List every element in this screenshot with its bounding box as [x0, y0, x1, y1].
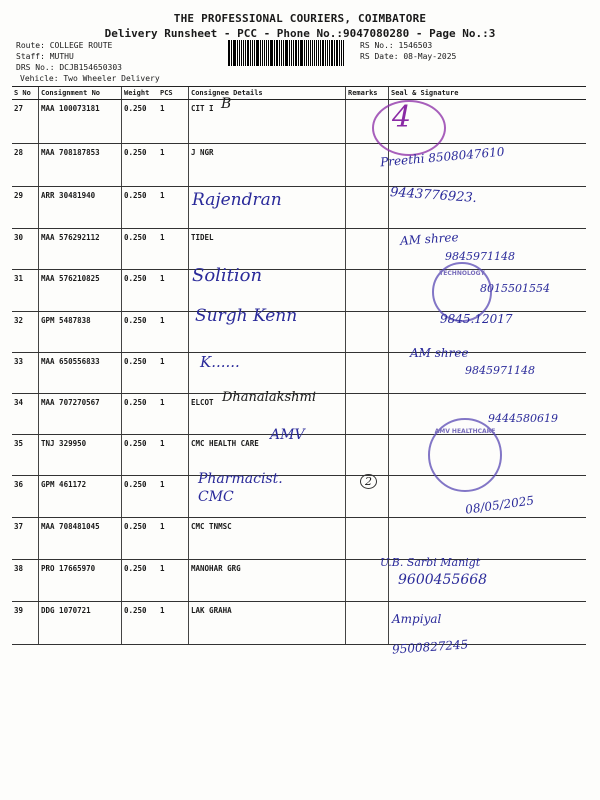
barcode-bar [228, 40, 230, 66]
barcode-bar [343, 40, 344, 66]
cell-weight: 0.250 [122, 270, 159, 312]
hand-row27-b: B [221, 96, 232, 112]
hand-row33-name: K...... [200, 353, 240, 371]
barcode-bar [245, 40, 246, 66]
rs-date: RS Date: 08-May-2025 [360, 52, 457, 61]
cell-consignee: ELCOT [189, 394, 346, 435]
cell-consignee: LAK GRAHA [189, 602, 346, 645]
barcode-bar [289, 40, 290, 66]
cell-weight: 0.250 [122, 100, 159, 144]
barcode-bar [339, 40, 340, 66]
barcode-bar [250, 40, 251, 66]
hand-row30-phone: 9845971148 [445, 250, 515, 263]
hand-row36-date: 08/05/2025 [464, 493, 535, 517]
cell-sno: 39 [12, 602, 39, 645]
barcode-bar [276, 40, 278, 66]
cell-sno: 37 [12, 518, 39, 560]
hand-row33-signature: AM shree [410, 346, 469, 360]
barcode-bar [254, 40, 255, 66]
cell-weight: 0.250 [122, 312, 159, 353]
barcode-bar [306, 40, 307, 66]
barcode-bar [285, 40, 288, 66]
hand-row39-phone: 9500827245 [391, 637, 469, 657]
cell-pcs: 1 [158, 435, 189, 476]
table-row [12, 187, 586, 229]
barcode-bar [300, 40, 303, 66]
cell-weight: 0.250 [122, 144, 159, 187]
cell-pcs: 1 [158, 602, 189, 645]
document-subtitle: Delivery Runsheet - PCC - Phone No.:9047080280 - Page No.:3 [104, 27, 496, 40]
cell-pcs: 1 [158, 394, 189, 435]
cell-cno: MAA 708481045 [39, 518, 122, 560]
cell-weight: 0.250 [122, 229, 159, 270]
route-label: Route: COLLEGE ROUTE [16, 41, 113, 50]
hand-row32-name: Surgh Kenn [195, 306, 298, 326]
barcode-bar [331, 40, 333, 66]
hand-row33-phone: 9845971148 [465, 364, 535, 377]
col-pcs: PCS [158, 87, 189, 100]
cell-remarks [346, 602, 389, 645]
barcode-bar [243, 40, 244, 66]
hand-row34-name: Dhanalakshmi [222, 390, 316, 405]
barcode-bar [239, 40, 240, 66]
barcode-bar [241, 40, 242, 66]
cell-sno: 30 [12, 229, 39, 270]
col-consignment: Consignment No [39, 87, 122, 100]
barcode-bar [312, 40, 313, 66]
cell-consignee: TIDEL [189, 229, 346, 270]
barcode [228, 40, 346, 66]
cell-pcs: 1 [158, 476, 189, 518]
hand-row36-two: 2 [360, 474, 377, 489]
cell-consignee: MANOHAR GRG [189, 560, 346, 602]
barcode-bar [252, 40, 253, 66]
barcode-bar [291, 40, 292, 66]
healthcare-stamp-text: AMV HEALTHCARE [434, 428, 496, 435]
cell-sno: 32 [12, 312, 39, 353]
barcode-bar [308, 40, 309, 66]
hand-row29-signature: 9443776923. [389, 184, 478, 207]
hand-row31-phone: 8015501554 [480, 282, 550, 295]
barcode-bar [304, 40, 305, 66]
cell-sno: 34 [12, 394, 39, 435]
col-consignee: Consignee Details [189, 87, 346, 100]
cell-weight: 0.250 [122, 394, 159, 435]
hand-row29-name: Rajendran [192, 190, 282, 210]
barcode-bar [316, 40, 317, 66]
rs-number: RS No.: 1546503 [360, 41, 433, 50]
table-row [12, 518, 586, 560]
barcode-bar [283, 40, 284, 66]
barcode-bar [327, 40, 328, 66]
barcode-bar [298, 40, 299, 66]
table-row [12, 560, 586, 602]
cell-consignee: CMC HEALTH CARE [189, 435, 346, 476]
cell-remarks [346, 187, 389, 229]
cell-cno: MAA 100073181 [39, 100, 122, 144]
hand-row39-signature: Ampiyal [392, 612, 442, 626]
barcode-bar [233, 40, 236, 66]
hand-row38-signature: U.B. Sarbi Manigt [380, 556, 481, 569]
col-signature: Seal & Signature [389, 87, 587, 100]
vehicle-label: Vehicle: Two Wheeler Delivery [20, 74, 160, 83]
cell-sno: 38 [12, 560, 39, 602]
document-title: THE PROFESSIONAL COURIERS, COIMBATORE [173, 12, 427, 25]
cell-remarks [346, 435, 389, 476]
barcode-bar [310, 40, 311, 66]
cell-weight: 0.250 [122, 560, 159, 602]
barcode-bar [295, 40, 297, 66]
cell-cno: MAA 650556833 [39, 353, 122, 394]
barcode-bar [281, 40, 282, 66]
hand-row34-phone: 9444580619 [488, 412, 558, 425]
barcode-bar [314, 40, 315, 66]
cell-pcs: 1 [158, 187, 189, 229]
cell-pcs: 1 [158, 100, 189, 144]
barcode-bar [318, 40, 319, 66]
staff-label: Staff: MUTHU [16, 52, 74, 61]
barcode-bar [266, 40, 267, 66]
barcode-bar [247, 40, 249, 66]
hand-row35-name: AMV [270, 427, 305, 443]
cell-pcs: 1 [158, 560, 189, 602]
hand-row28-signature: Preethi 8508047610 [379, 144, 505, 170]
cell-sno: 33 [12, 353, 39, 394]
col-weight: Weight [122, 87, 159, 100]
hand-row27-four: 4 [392, 100, 412, 135]
cell-sno: 31 [12, 270, 39, 312]
barcode-bar [293, 40, 294, 66]
cell-weight: 0.250 [122, 187, 159, 229]
hand-row30-signature: AM shree [399, 229, 460, 249]
table-row [12, 100, 586, 144]
barcode-bar [336, 40, 338, 66]
col-remarks: Remarks [346, 87, 389, 100]
cell-remarks [346, 229, 389, 270]
cell-sno: 27 [12, 100, 39, 144]
cell-weight: 0.250 [122, 518, 159, 560]
cell-remarks [346, 312, 389, 353]
technology-stamp-text: TECHNOLOGY [439, 270, 485, 277]
table-header-row [12, 87, 586, 100]
barcode-bar [329, 40, 330, 66]
cell-cno: DDG 1070721 [39, 602, 122, 645]
barcode-bar [231, 40, 232, 66]
barcode-bar [270, 40, 273, 66]
barcode-bar [256, 40, 259, 66]
barcode-bar [268, 40, 269, 66]
cell-consignee: J NGR [189, 144, 346, 187]
barcode-bar [320, 40, 321, 66]
healthcare-stamp [428, 418, 502, 492]
hand-row36-name: Pharmacist. CMC [198, 471, 283, 505]
barcode-bar [260, 40, 261, 66]
cell-weight: 0.250 [122, 476, 159, 518]
hand-row32-phone: 9845.12017 [440, 312, 513, 326]
cell-pcs: 1 [158, 144, 189, 187]
cell-remarks [346, 394, 389, 435]
barcode-bar [325, 40, 326, 66]
cell-signature [389, 518, 587, 560]
barcode-bar [237, 40, 238, 66]
barcode-bar [274, 40, 275, 66]
cell-sno: 28 [12, 144, 39, 187]
cell-remarks [346, 518, 389, 560]
cell-sno: 29 [12, 187, 39, 229]
barcode-bar [341, 40, 342, 66]
cell-consignee: CMC TNMSC [189, 518, 346, 560]
drs-label: DRS No.: DCJB154650303 [16, 63, 122, 72]
barcode-bar [322, 40, 324, 66]
cell-cno: GPM 5487838 [39, 312, 122, 353]
cell-remarks [346, 270, 389, 312]
cell-cno: TNJ 329950 [39, 435, 122, 476]
cell-weight: 0.250 [122, 602, 159, 645]
table-row [12, 229, 586, 270]
cell-pcs: 1 [158, 229, 189, 270]
cell-remarks [346, 353, 389, 394]
row27-stamp [372, 100, 446, 156]
col-sno: S No [12, 87, 39, 100]
cell-weight: 0.250 [122, 353, 159, 394]
cell-sno: 36 [12, 476, 39, 518]
barcode-bar [262, 40, 263, 66]
cell-cno: MAA 708187853 [39, 144, 122, 187]
cell-cno: ARR 30481940 [39, 187, 122, 229]
cell-weight: 0.250 [122, 435, 159, 476]
hand-row38-phone: 9600455668 [398, 572, 488, 588]
cell-cno: MAA 576210825 [39, 270, 122, 312]
cell-pcs: 1 [158, 270, 189, 312]
hand-row31-name: Solition [192, 265, 263, 286]
cell-pcs: 1 [158, 353, 189, 394]
cell-sno: 35 [12, 435, 39, 476]
cell-consignee: CIT I [189, 100, 346, 144]
cell-cno: GPM 461172 [39, 476, 122, 518]
cell-cno: MAA 707270567 [39, 394, 122, 435]
cell-cno: MAA 576292112 [39, 229, 122, 270]
cell-pcs: 1 [158, 518, 189, 560]
cell-pcs: 1 [158, 312, 189, 353]
table-row [12, 602, 586, 645]
cell-cno: PRO 17665970 [39, 560, 122, 602]
barcode-bar [279, 40, 280, 66]
barcode-bar [334, 40, 335, 66]
barcode-bar [264, 40, 265, 66]
